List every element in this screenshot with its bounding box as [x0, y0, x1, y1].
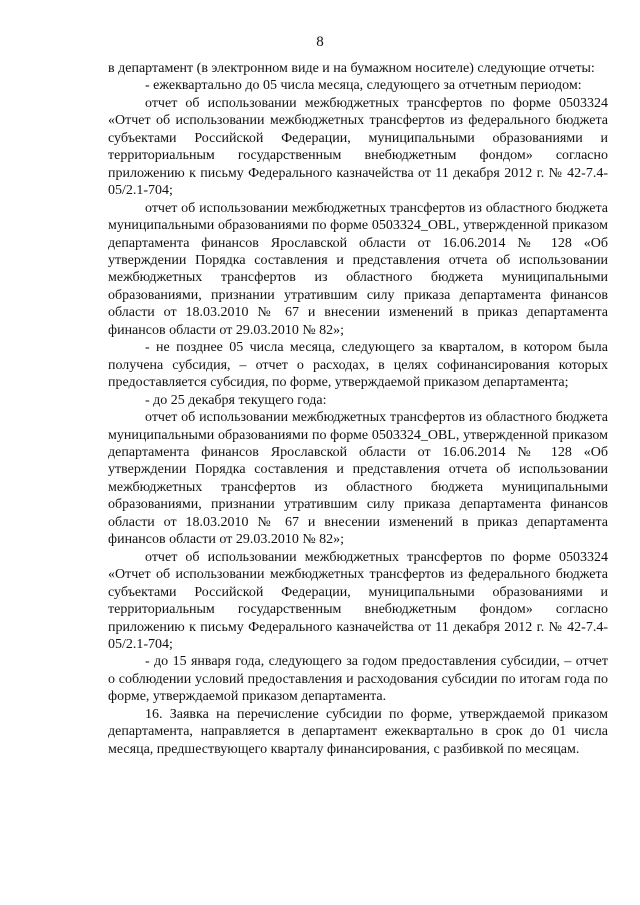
paragraph-december-deadline: - до 25 декабря текущего года:	[145, 392, 327, 408]
page-number: 8	[316, 34, 324, 50]
paragraph-expenses-report: - не позднее 05 числа месяца, следующего за кварталом, в котором была получена субсидия, – отчет о расходах, в целях софинансирования которых предоставляется субсидия, по форме, утверждаемой приказом департамента;	[108, 340, 608, 391]
paragraph-regional-transfers-report: отчет об использовании межбюджетных трансфертов из областного бюджета муниципальными образованиями по форме 0503324_OBL, утвержденной приказом департамента финансов Ярославской области от 16.06.2014 № 128 «Об утверждении Порядка составления и представления отчета об использовании межбюджетных трансфертов из областного бюджета муниципальными образованиями, признании утратившим силу приказа департамента финансов области от 18.03.2010 № 67 и внесении изменений в приказ департамента финансов области от 29.03.2010 № 82»;	[108, 200, 608, 338]
paragraph-federal-transfers-report: отчет об использовании межбюджетных трансфертов по форме 0503324 «Отчет об использовании межбюджетных трансфертов из федерального бюджета субъектами Российской Федерации, муниципальными образованиями и территориальным государственным внебюджетным фондом» согласно приложению к письму Федерального казначейства от 11 декабря 2012 г. № 42-7.4-05/2.1-704;	[108, 95, 608, 199]
paragraph-regional-transfers-report-annual: отчет об использовании межбюджетных трансфертов из областного бюджета муниципальными образованиями по форме 0503324_OBL, утвержденной приказом департамента финансов Ярославской области от 16.06.2014 № 128 «Об утверждении Порядка составления и представления отчета об использовании межбюджетных трансфертов из областного бюджета муниципальными образованиями, признании утратившим силу приказа департамента финансов области от 18.03.2010 № 67 и внесении изменений в приказ департамента финансов области от 29.03.2010 № 82»;	[108, 410, 608, 548]
paragraph-federal-transfers-report-annual: отчет об использовании межбюджетных трансфертов по форме 0503324 «Отчет об использовании межбюджетных трансфертов из федерального бюджета субъектами Российской Федерации, муниципальными образованиями и территориальным государственным внебюджетным фондом» согласно приложению к письму Федерального казначейства от 11 декабря 2012 г. № 42-7.4-05/2.1-704;	[108, 549, 608, 652]
paragraph-item-16: 16. Заявка на перечисление субсидии по форме, утверждаемой приказом департамента, направляется в департамент ежеквартально в срок до 01 числа месяца, предшествующего кварталу финансирования, с разбивкой по месяцам.	[108, 706, 608, 757]
document-body	[108, 60, 608, 758]
paragraph-intro: в департамент (в электронном виде и на бумажном носителе) следующие отчеты:	[108, 61, 595, 76]
paragraph-january-deadline: - до 15 января года, следующего за годом предоставления субсидии, – отчет о соблюдении условий предоставления и расходования субсидии по итогам года по форме, утверждаемой приказом департамента.	[108, 654, 608, 705]
paragraph-quarterly-deadline: - ежеквартально до 05 числа месяца, следующего за отчетным периодом:	[145, 78, 582, 94]
